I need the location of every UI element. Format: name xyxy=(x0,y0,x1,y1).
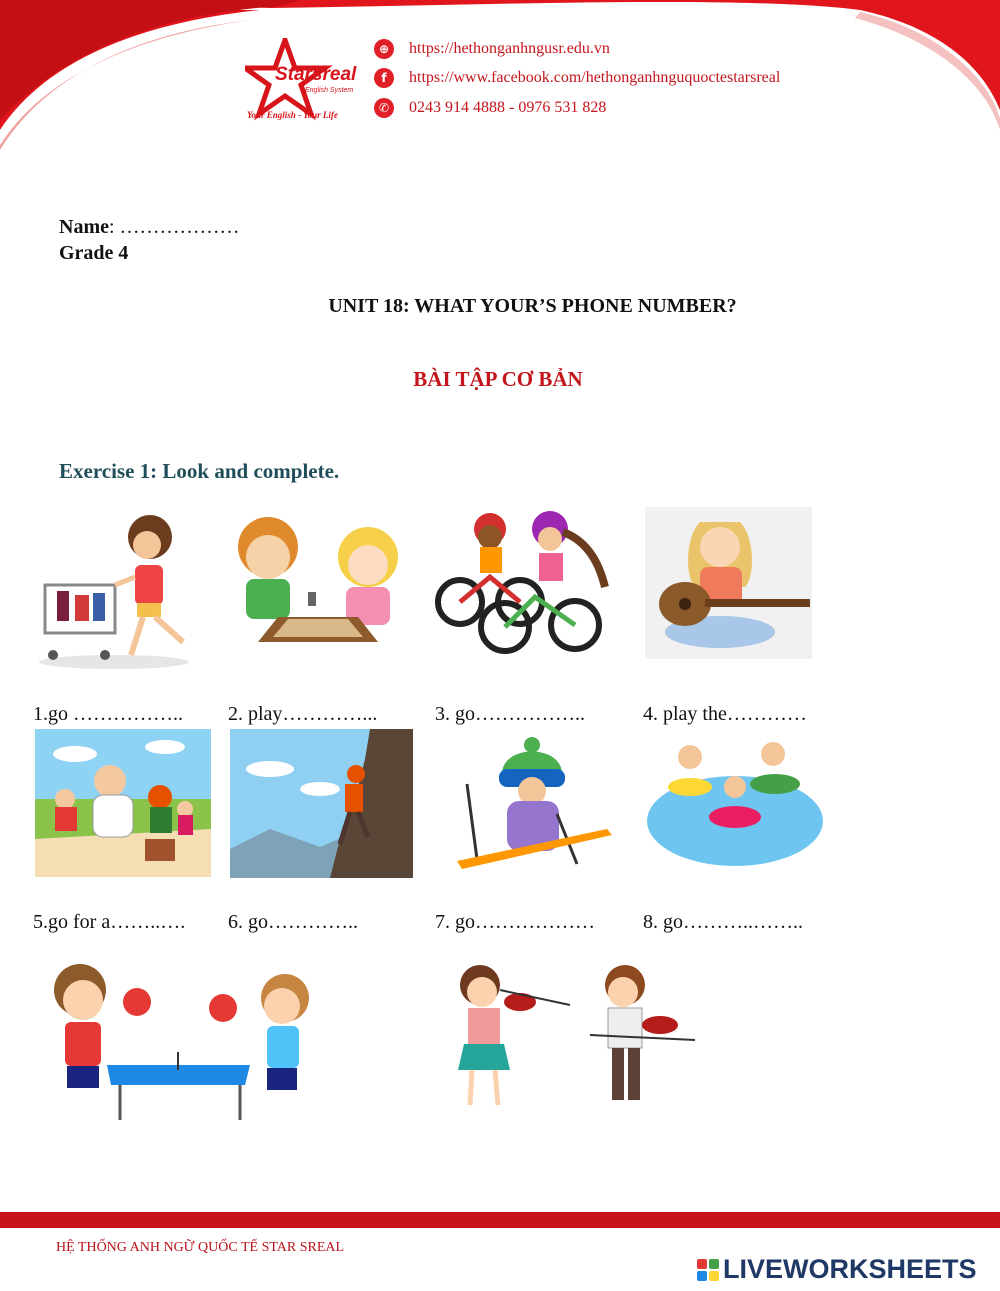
item-5-label[interactable]: 5.go for a……..…. xyxy=(33,911,186,933)
brand-sub: English System xyxy=(305,87,354,94)
name-label: Name xyxy=(59,216,109,238)
name-blank[interactable]: : ……………… xyxy=(108,216,240,238)
brand-tagline: Your English - Your Life xyxy=(247,110,338,120)
picture-kids-playing-chess xyxy=(228,507,410,657)
website-link[interactable]: https://hethonganhngusr.edu.vn xyxy=(409,40,610,57)
contact-website[interactable] xyxy=(374,38,610,60)
picture-family-picnic xyxy=(35,729,211,877)
liveworksheets-icon xyxy=(697,1259,719,1281)
starsreal-logo xyxy=(245,38,360,126)
footer-text: HỆ THỐNG ANH NGỮ QUỐC TẾ STAR SREAL xyxy=(56,1240,345,1255)
exercise-title: Exercise 1: Look and complete. xyxy=(59,459,340,483)
phone-number: 0243 914 4888 - 0976 531 828 xyxy=(409,99,607,116)
picture-kids-swimming xyxy=(645,729,825,871)
contact-facebook[interactable] xyxy=(374,67,780,89)
globe-icon: ⊕ xyxy=(374,39,394,59)
section-title: BÀI TẬP CƠ BẢN xyxy=(413,367,583,391)
footer-bar xyxy=(0,1212,1000,1228)
item-7-label[interactable]: 7. go……………… xyxy=(435,911,595,933)
item-2-label[interactable]: 2. play…………... xyxy=(228,703,378,725)
picture-girl-shopping-cart xyxy=(35,507,193,670)
contact-phone xyxy=(374,97,606,119)
picture-kids-playing-violin xyxy=(440,960,702,1110)
picture-man-rock-climbing xyxy=(230,729,413,878)
student-name-line xyxy=(59,216,240,239)
liveworksheets-brand: LIVEWORKSHEETS xyxy=(723,1254,977,1284)
unit-title: UNIT 18: WHAT YOUR’S PHONE NUMBER? xyxy=(328,295,737,317)
item-3-label[interactable]: 3. go…………….. xyxy=(435,703,585,725)
facebook-link[interactable]: https://www.facebook.com/hethonganhnguquoctestarsreal xyxy=(409,69,781,86)
phone-icon: ✆ xyxy=(374,98,394,118)
brand-name: Starsreal xyxy=(275,64,357,85)
item-1-label[interactable]: 1.go …………….. xyxy=(33,703,183,725)
item-6-label[interactable]: 6. go………….. xyxy=(228,911,358,933)
item-8-label[interactable]: 8. go………..…….. xyxy=(643,911,803,933)
facebook-icon: f xyxy=(374,68,394,88)
picture-kids-table-tennis xyxy=(45,960,315,1122)
picture-girl-playing-guitar xyxy=(645,507,812,659)
item-4-label[interactable]: 4. play the………… xyxy=(643,703,807,725)
grade-label: Grade 4 xyxy=(59,242,129,264)
liveworksheets-logo[interactable] xyxy=(697,1254,977,1285)
picture-kid-skiing xyxy=(437,729,619,875)
picture-kids-cycling xyxy=(435,507,613,663)
